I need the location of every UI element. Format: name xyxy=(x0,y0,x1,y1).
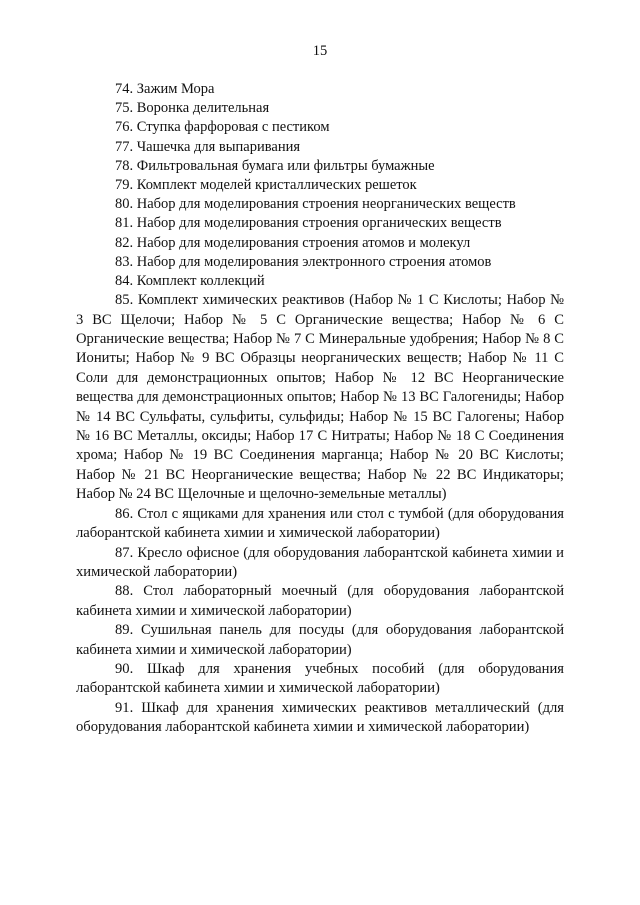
list-item: 86. Стол с ящиками для хранения или стол с тумбой (для оборудования лаборантской кабинета химии и химической лаборатории) xyxy=(76,505,564,542)
equipment-list xyxy=(76,80,564,738)
list-item-reagents: 85. Комплект химических реактивов (Набор № 1 С Кислоты; Набор № 3 ВС Щелочи; Набор № 5 С Органические вещества; Набор № 6 С Органические вещества; Набор № 7 С Минеральные удобрения; Набор № 8 С Иониты; Набор № 9 ВС Образцы неорганических веществ; Набор № 11 С Соли для демонстрационных опытов; Набор № 12 ВС Неорганические вещества для демонстрационных опытов; Набор № 13 ВС Галогениды; Набор № 14 ВС Сульфаты, сульфиты, сульфиды; Набор № 15 ВС Галогены; Набор № 16 ВС Металлы, оксиды; Набор 17 С Нитраты; Набор № 18 С Соединения хрома; Набор № 19 ВС Соединения марганца; Набор № 20 ВС Кислоты; Набор № 21 ВС Неорганические вещества; Набор № 22 ВС Индикаторы; Набор № 24 ВС Щелочные и щелочно-земельные металлы) xyxy=(76,292,564,503)
list-item: 82. Набор для моделирования строения атомов и молекул xyxy=(115,234,471,251)
page-number: 15 xyxy=(312,43,328,59)
list-item: 80. Набор для моделирования строения неорганических веществ xyxy=(115,196,516,213)
list-item: 87. Кресло офисное (для оборудования лаборантской кабинета химии и химической лаборатории) xyxy=(76,544,564,580)
list-item: 83. Набор для моделирования электронного строения атомов xyxy=(115,253,492,270)
list-item: 76. Ступка фарфоровая с пестиком xyxy=(115,119,330,136)
list-item: 74. Зажим Мора xyxy=(115,81,215,97)
list-item: 88. Стол лабораторный моечный (для оборудования лаборантской кабинета химии и химической лаборатории) xyxy=(76,583,564,619)
list-item: 90. Шкаф для хранения учебных пособий (для оборудования лаборантской кабинета химии и химической лаборатории) xyxy=(76,660,564,697)
list-item: 84. Комплект коллекций xyxy=(115,273,265,290)
list-item: 75. Воронка делительная xyxy=(115,100,270,117)
list-item: 89. Сушильная панель для посуды (для оборудования лаборантской кабинета химии и химической лаборатории) xyxy=(76,622,564,658)
list-item: 77. Чашечка для выпаривания xyxy=(115,138,301,155)
list-item: 91. Шкаф для хранения химических реактивов металлический (для оборудования лаборантской кабинета химии и химической лаборатории) xyxy=(76,699,564,736)
list-item: 78. Фильтровальная бумага или фильтры бумажные xyxy=(115,157,435,174)
list-item: 79. Комплект моделей кристаллических решеток xyxy=(115,177,417,194)
list-item: 81. Набор для моделирования строения органических веществ xyxy=(115,215,502,232)
